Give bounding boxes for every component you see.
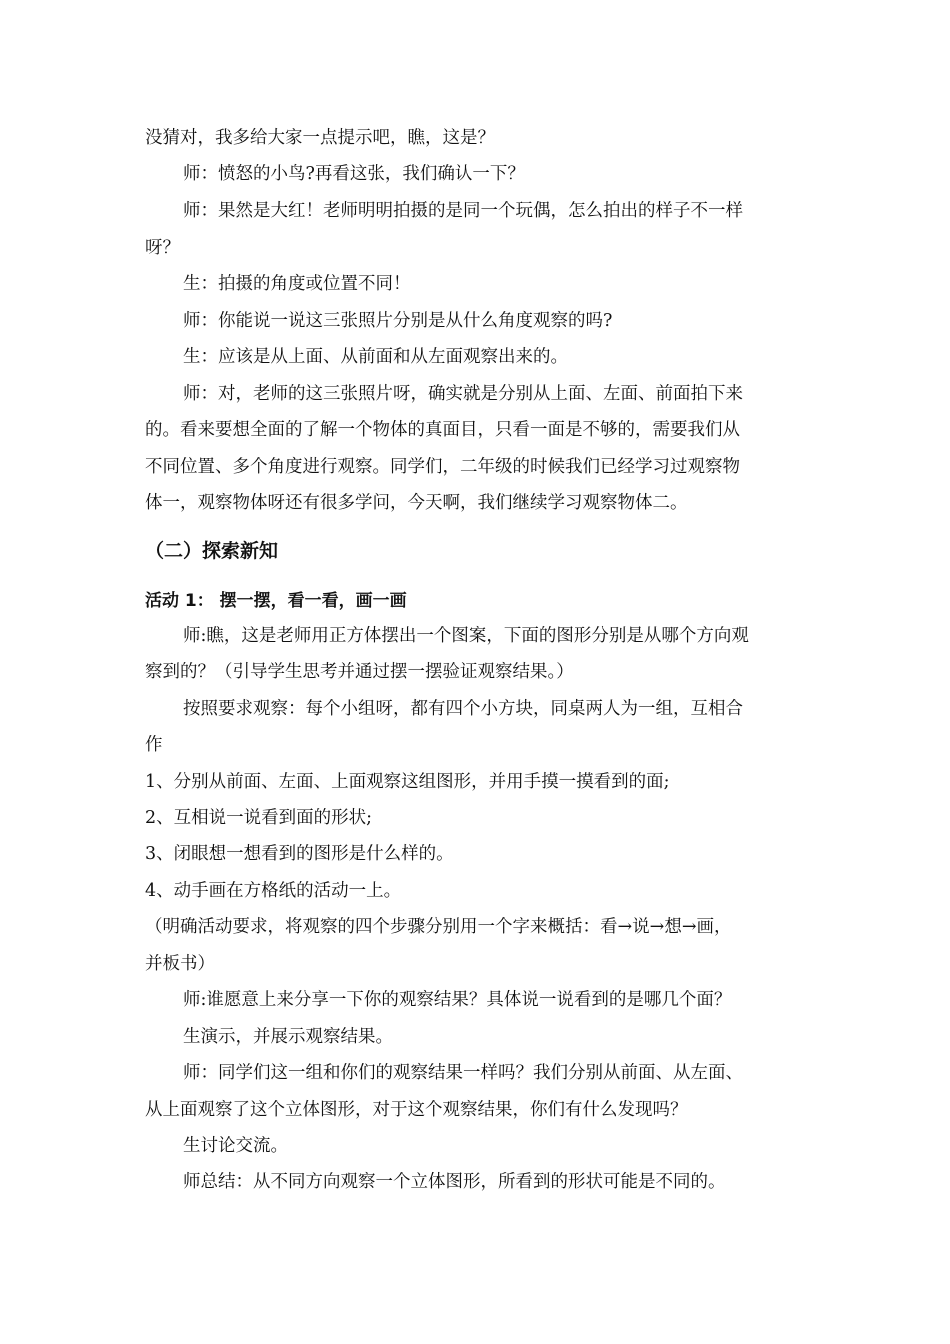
paragraph-line: （明确活动要求，将观察的四个步骤分别用一个字来概括：看→说→想→画，	[145, 917, 732, 937]
paragraph-line: 师：同学们这一组和你们的观察结果一样吗？我们分别从前面、从左面、	[183, 1063, 743, 1083]
paragraph-line: 没猜对，我多给大家一点提示吧，瞧，这是？	[145, 128, 495, 148]
list-item: 4、动手画在方格纸的活动一上。	[145, 881, 402, 901]
paragraph-line: 作	[145, 735, 163, 755]
list-item: 2、互相说一说看到面的形状;	[145, 808, 373, 828]
paragraph-line: 生讨论交流。	[183, 1136, 288, 1156]
paragraph-line: 察到的？（引导学生思考并通过摆一摆验证观察结果。）	[145, 662, 574, 682]
paragraph-line: 师:谁愿意上来分享一下你的观察结果？具体说一说看到的是哪几个面？	[183, 990, 732, 1010]
paragraph-line: 的。看来要想全面的了解一个物体的真面目，只看一面是不够的，需要我们从	[145, 420, 740, 440]
paragraph-line: 呀？	[145, 238, 180, 258]
activity-heading: 活动 1： 摆一摆，看一看，画一画	[145, 591, 407, 611]
paragraph-line: 师：愤怒的小鸟?再看这张，我们确认一下？	[183, 164, 525, 184]
paragraph-line: 生：拍摄的角度或位置不同！	[183, 274, 411, 294]
paragraph-line: 师总结：从不同方向观察一个立体图形，所看到的形状可能是不同的。	[183, 1172, 726, 1192]
paragraph-line: 按照要求观察：每个小组呀，都有四个小方块，同桌两人为一组，互相合	[183, 699, 743, 719]
paragraph-line: 从上面观察了这个立体图形，对于这个观察结果，你们有什么发现吗？	[145, 1100, 688, 1120]
paragraph-line: 并板书）	[145, 954, 215, 974]
section-heading: （二）探索新知	[145, 540, 279, 562]
paragraph-line: 师：对，老师的这三张照片呀，确实就是分别从上面、左面、前面拍下来	[183, 384, 743, 404]
paragraph-line: 师:瞧，这是老师用正方体摆出一个图案，下面的图形分别是从哪个方向观	[183, 626, 749, 646]
paragraph-line: 师：果然是大红！老师明明拍摄的是同一个玩偶，怎么拍出的样子不一样	[183, 201, 743, 221]
paragraph-line: 师：你能说一说这三张照片分别是从什么角度观察的吗?	[183, 311, 613, 331]
list-item: 1、分别从前面、左面、上面观察这组图形，并用手摸一摸看到的面;	[145, 772, 670, 792]
paragraph-line: 体一，观察物体呀还有很多学问，今天啊，我们继续学习观察物体二。	[145, 493, 688, 513]
list-item: 3、闭眼想一想看到的图形是什么样的。	[145, 844, 454, 864]
paragraph-line: 生演示，并展示观察结果。	[183, 1027, 393, 1047]
paragraph-line: 不同位置、多个角度进行观察。同学们，二年级的时候我们已经学习过观察物	[145, 457, 740, 477]
paragraph-line: 生：应该是从上面、从前面和从左面观察出来的。	[183, 347, 568, 367]
